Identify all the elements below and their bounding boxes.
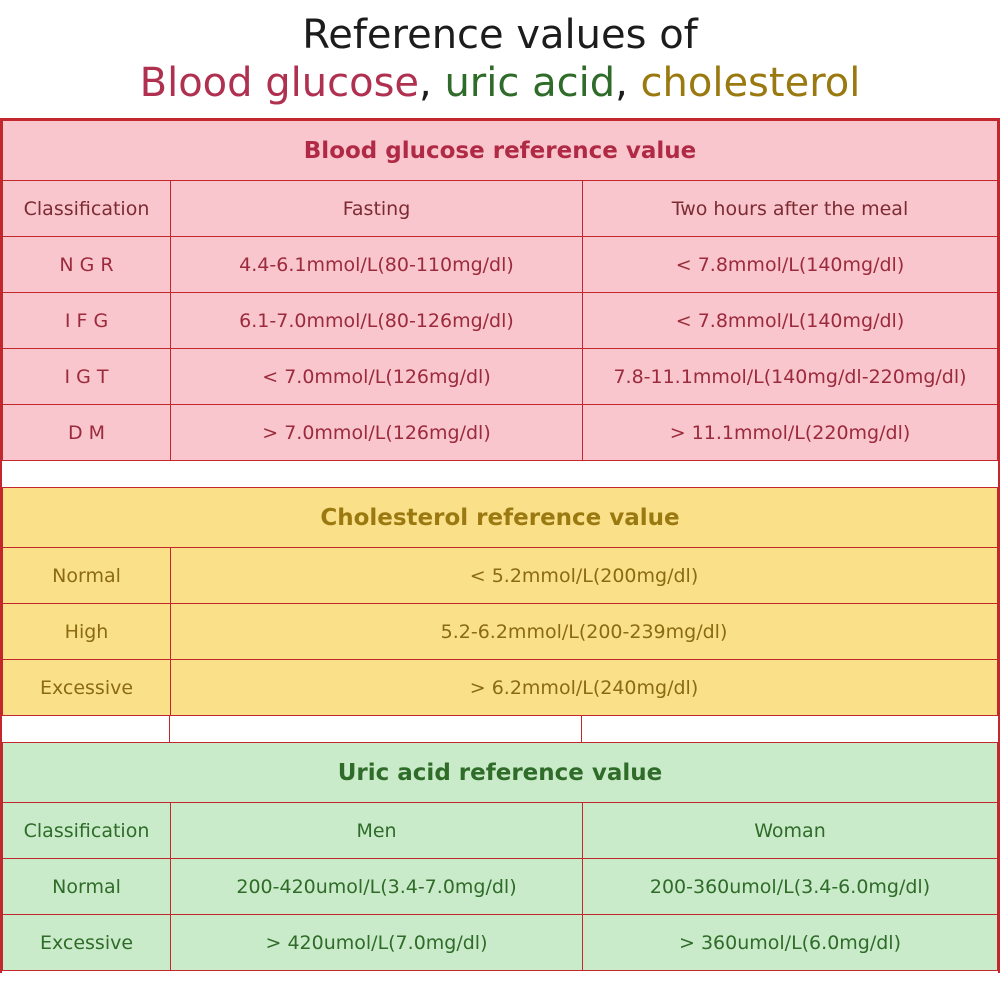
column-header-men: Men	[171, 803, 583, 859]
cell-men: > 420umol/L(7.0mg/dl)	[171, 915, 583, 971]
cell-two-hours: < 7.8mmol/L(140mg/dl)	[583, 293, 998, 349]
cholesterol-table-title: Cholesterol reference value	[3, 488, 998, 548]
cell-classification: Excessive	[3, 660, 171, 716]
tables-frame	[0, 118, 1000, 973]
table-row	[3, 405, 998, 461]
table-gap-2	[2, 716, 998, 742]
title-separator-2: ,	[615, 60, 641, 106]
uric-acid-table	[2, 742, 998, 971]
cell-fasting: < 7.0mmol/L(126mg/dl)	[171, 349, 583, 405]
title-separator-1: ,	[419, 60, 445, 106]
table-row	[3, 660, 998, 716]
cell-classification: I F G	[3, 293, 171, 349]
cell-two-hours: < 7.8mmol/L(140mg/dl)	[583, 237, 998, 293]
table-header-row	[3, 488, 998, 548]
cell-two-hours: > 11.1mmol/L(220mg/dl)	[583, 405, 998, 461]
title-word-uric-acid: uric acid	[444, 60, 616, 106]
gap-column-1	[2, 716, 170, 742]
column-header-classification: Classification	[3, 803, 171, 859]
table-column-header-row	[3, 181, 998, 237]
table-row	[3, 548, 998, 604]
cell-classification: High	[3, 604, 171, 660]
table-row	[3, 915, 998, 971]
cell-woman: > 360umol/L(6.0mg/dl)	[583, 915, 998, 971]
gap-column-3	[582, 716, 998, 742]
table-row	[3, 604, 998, 660]
blood-glucose-table	[2, 120, 998, 461]
table-gap-1	[2, 461, 998, 487]
uric-acid-table-title: Uric acid reference value	[3, 743, 998, 803]
cell-fasting: > 7.0mmol/L(126mg/dl)	[171, 405, 583, 461]
cell-fasting: 4.4-6.1mmol/L(80-110mg/dl)	[171, 237, 583, 293]
table-row	[3, 293, 998, 349]
table-column-header-row	[3, 803, 998, 859]
cell-fasting: 6.1-7.0mmol/L(80-126mg/dl)	[171, 293, 583, 349]
column-header-fasting: Fasting	[171, 181, 583, 237]
table-header-row	[3, 121, 998, 181]
gap-column-2	[170, 716, 582, 742]
cholesterol-table	[2, 487, 998, 716]
column-header-two-hours: Two hours after the meal	[583, 181, 998, 237]
cell-value: < 5.2mmol/L(200mg/dl)	[171, 548, 998, 604]
cell-classification: Normal	[3, 859, 171, 915]
cell-value: > 6.2mmol/L(240mg/dl)	[171, 660, 998, 716]
column-header-classification: Classification	[3, 181, 171, 237]
cell-classification: N G R	[3, 237, 171, 293]
table-row	[3, 859, 998, 915]
cell-classification: D M	[3, 405, 171, 461]
title-line-1: Reference values of	[302, 12, 698, 58]
cell-classification: Excessive	[3, 915, 171, 971]
cell-men: 200-420umol/L(3.4-7.0mg/dl)	[171, 859, 583, 915]
title-word-glucose: Blood glucose	[139, 60, 420, 106]
cell-woman: 200-360umol/L(3.4-6.0mg/dl)	[583, 859, 998, 915]
page-title	[0, 0, 1000, 108]
cell-classification: Normal	[3, 548, 171, 604]
table-header-row	[3, 743, 998, 803]
title-word-cholesterol: cholesterol	[640, 60, 861, 106]
blood-glucose-table-title: Blood glucose reference value	[3, 121, 998, 181]
cell-classification: I G T	[3, 349, 171, 405]
cell-two-hours: 7.8-11.1mmol/L(140mg/dl-220mg/dl)	[583, 349, 998, 405]
title-line-2	[0, 58, 1000, 108]
table-row	[3, 349, 998, 405]
cell-value: 5.2-6.2mmol/L(200-239mg/dl)	[171, 604, 998, 660]
column-header-woman: Woman	[583, 803, 998, 859]
table-row	[3, 237, 998, 293]
